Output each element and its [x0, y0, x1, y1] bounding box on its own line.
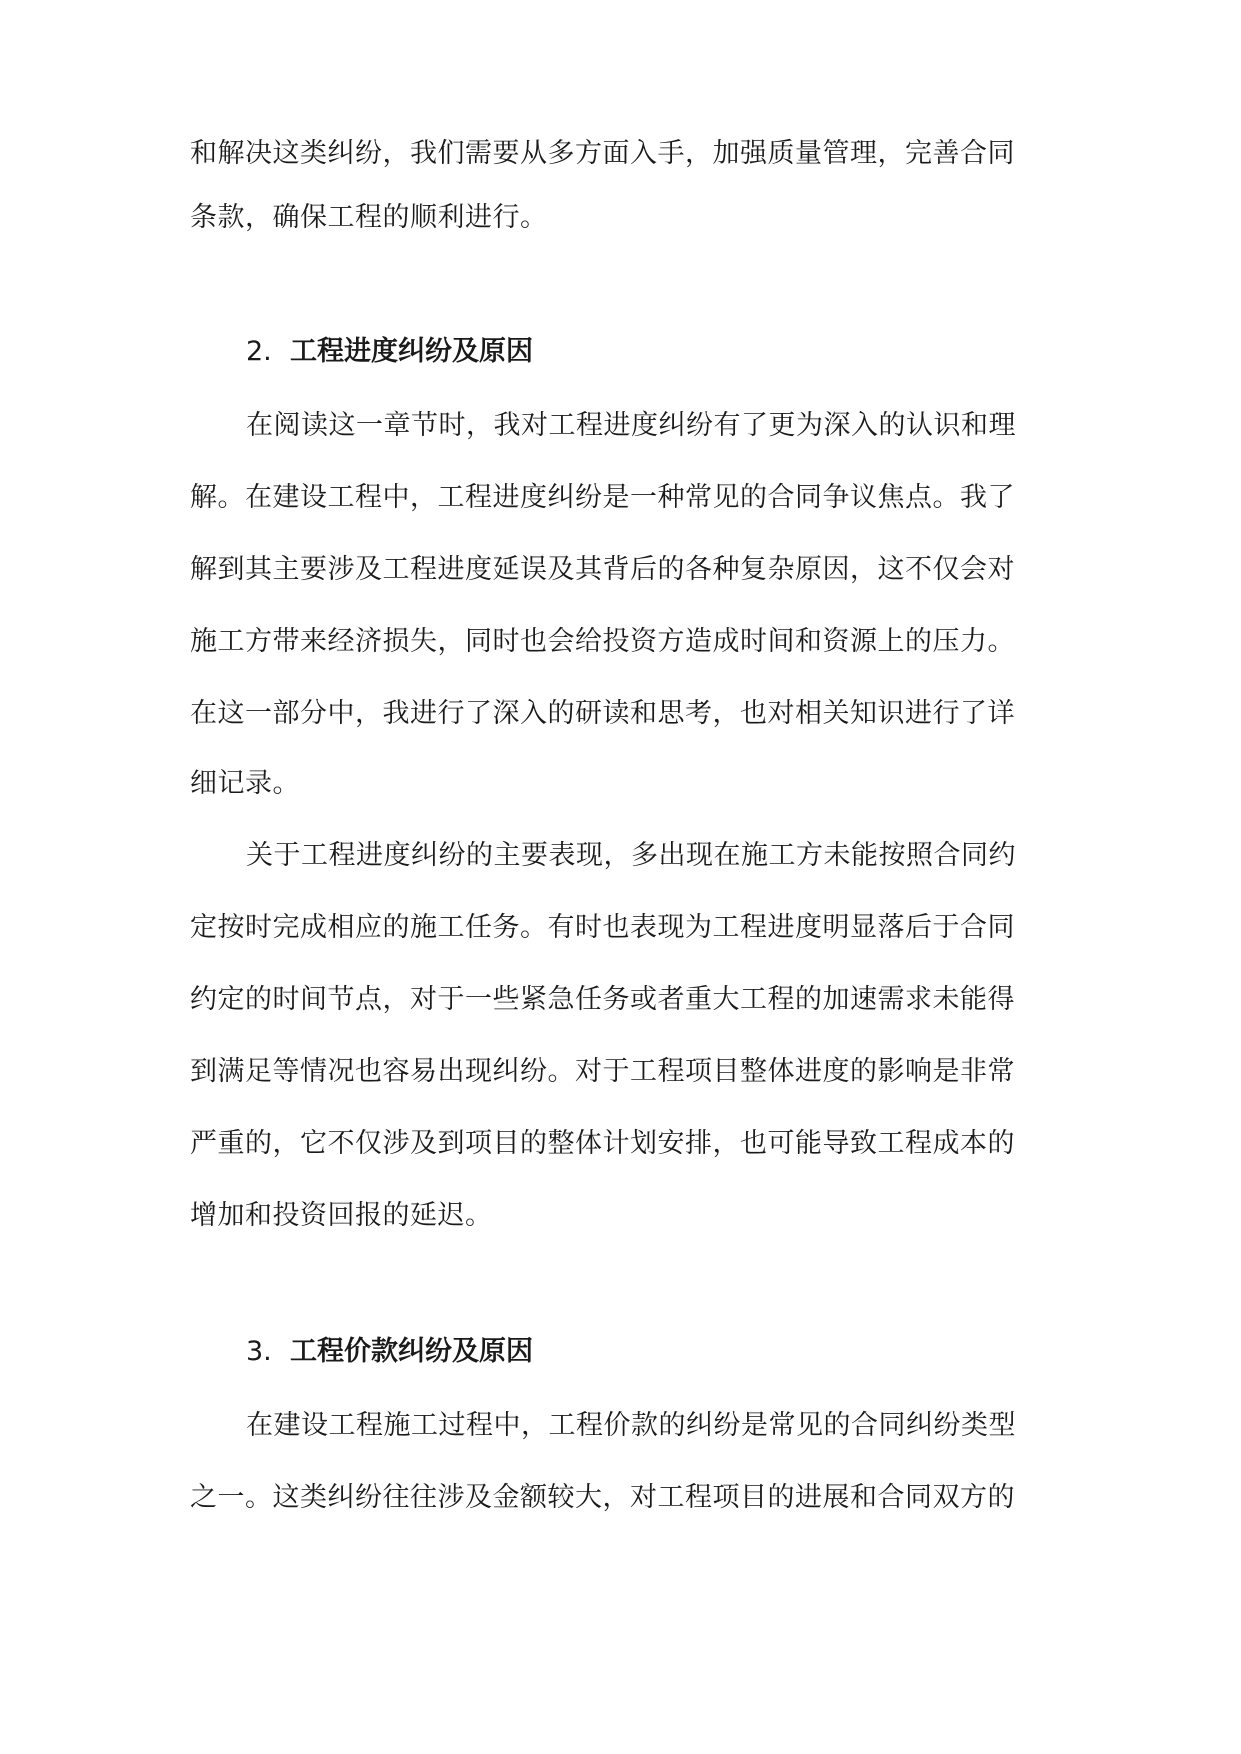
paragraph-line: 到满足等情况也容易出现纠纷。对于工程项目整体进度的影响是非常	[190, 1056, 1015, 1087]
paragraph-line: 之一。这类纠纷往往涉及金额较大，对工程项目的进展和合同双方的	[190, 1482, 1015, 1513]
paragraph-line: 和解决这类纠纷，我们需要从多方面入手，加强质量管理，完善合同	[190, 138, 1015, 169]
paragraph-line: 增加和投资回报的延迟。	[190, 1200, 493, 1231]
section-heading-2	[246, 334, 533, 370]
paragraph-line: 条款，确保工程的顺利进行。	[190, 202, 548, 233]
paragraph-line: 在建设工程施工过程中，工程价款的纠纷是常见的合同纠纷类型	[246, 1410, 1016, 1441]
section-number: 2.	[246, 336, 272, 367]
paragraph-line: 解。在建设工程中，工程进度纠纷是一种常见的合同争议焦点。我了	[190, 482, 1015, 513]
section-heading-3	[246, 1334, 533, 1370]
paragraph-line: 细记录。	[190, 768, 300, 799]
section-number: 3.	[246, 1336, 272, 1367]
paragraph-line: 在这一部分中，我进行了深入的研读和思考，也对相关知识进行了详	[190, 698, 1015, 729]
paragraph-line: 解到其主要涉及工程进度延误及其背后的各种复杂原因，这不仅会对	[190, 554, 1015, 585]
paragraph-line: 关于工程进度纠纷的主要表现，多出现在施工方未能按照合同约	[246, 840, 1016, 871]
paragraph-line: 在阅读这一章节时，我对工程进度纠纷有了更为深入的认识和理	[246, 410, 1016, 441]
section-title: 工程进度纠纷及原因	[290, 336, 533, 367]
paragraph-line: 约定的时间节点，对于一些紧急任务或者重大工程的加速需求未能得	[190, 984, 1015, 1015]
section-title: 工程价款纠纷及原因	[290, 1336, 533, 1367]
paragraph-line: 施工方带来经济损失，同时也会给投资方造成时间和资源上的压力。	[190, 626, 1015, 657]
paragraph-line: 严重的，它不仅涉及到项目的整体计划安排，也可能导致工程成本的	[190, 1128, 1015, 1159]
paragraph-line: 定按时完成相应的施工任务。有时也表现为工程进度明显落后于合同	[190, 912, 1015, 943]
